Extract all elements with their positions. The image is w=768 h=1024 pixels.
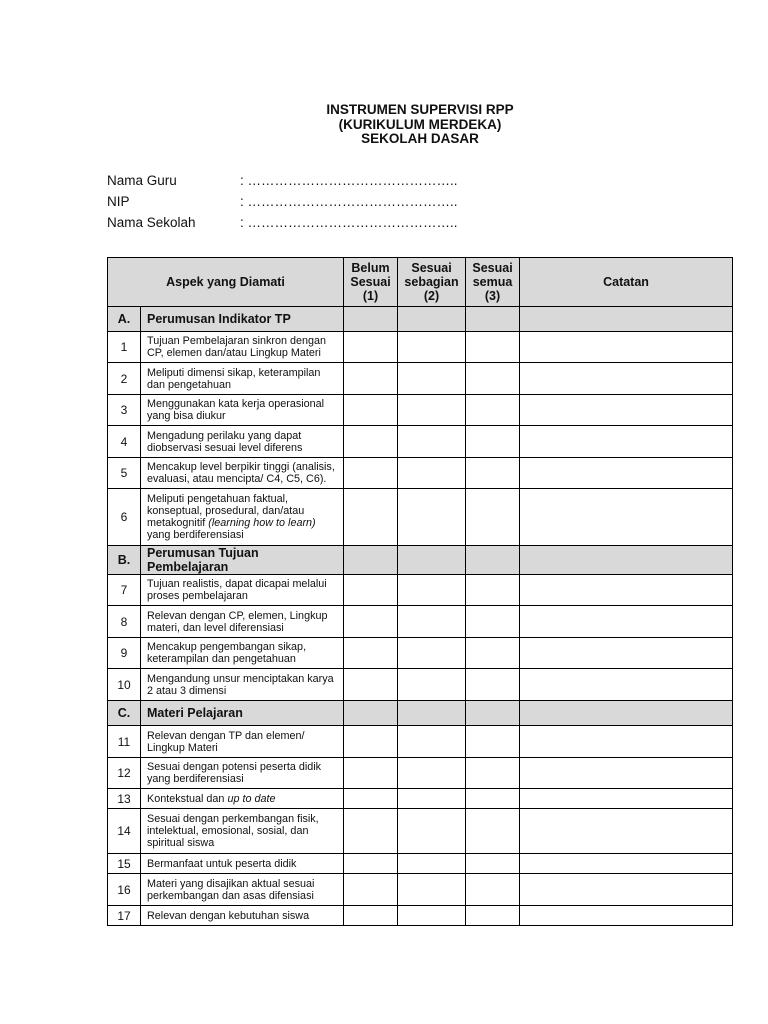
sesuai-sebagian-cell[interactable] [398, 489, 466, 546]
row-text: Sesuai dengan perkembangan fisik, intelektual, emosional, sosial, dan spiritual siswa [147, 813, 319, 849]
catatan-cell[interactable] [520, 669, 733, 701]
sesuai-semua-cell[interactable] [466, 426, 520, 458]
sesuai-semua-cell[interactable] [466, 669, 520, 701]
catatan-cell[interactable] [520, 458, 733, 489]
belum-sesuai-cell[interactable] [344, 906, 398, 926]
row-number: 15 [108, 854, 141, 874]
table-row [108, 906, 733, 926]
row-text: Mencakup level berpikir tinggi (analisis, evaluasi, atau mencipta/ C4, C5, C6). [147, 461, 335, 485]
belum-sesuai-cell[interactable] [344, 638, 398, 669]
catatan-cell[interactable] [520, 575, 733, 606]
sesuai-semua-cell[interactable] [466, 606, 520, 638]
section-row [108, 307, 733, 332]
section-blank-cell [466, 307, 520, 332]
section-code: B. [108, 546, 141, 575]
identity-value: : ……………………………………….. [240, 215, 458, 230]
header-belum-sesuai: Belum Sesuai (1) [344, 258, 398, 307]
belum-sesuai-cell[interactable] [344, 363, 398, 395]
row-description [141, 906, 344, 926]
catatan-cell[interactable] [520, 363, 733, 395]
catatan-cell[interactable] [520, 874, 733, 906]
row-description [141, 669, 344, 701]
row-description [141, 809, 344, 854]
header-catatan: Catatan [520, 258, 733, 307]
row-number: 3 [108, 395, 141, 426]
row-description [141, 575, 344, 606]
sesuai-sebagian-cell[interactable] [398, 395, 466, 426]
belum-sesuai-cell[interactable] [344, 606, 398, 638]
identity-value: : ……………………………………….. [240, 173, 458, 188]
catatan-cell[interactable] [520, 726, 733, 758]
sesuai-semua-cell[interactable] [466, 395, 520, 426]
row-text: Tujuan realistis, dapat dicapai melalui proses pembelajaran [147, 578, 327, 602]
table-row [108, 638, 733, 669]
row-number: 2 [108, 363, 141, 395]
catatan-cell[interactable] [520, 638, 733, 669]
section-blank-cell [466, 546, 520, 575]
sesuai-sebagian-cell[interactable] [398, 669, 466, 701]
belum-sesuai-cell[interactable] [344, 726, 398, 758]
catatan-cell[interactable] [520, 489, 733, 546]
catatan-cell[interactable] [520, 606, 733, 638]
row-text: Meliputi pengetahuan faktual, konseptual, prosedural, dan/atau metakognitif [147, 493, 305, 529]
sesuai-semua-cell[interactable] [466, 809, 520, 854]
section-blank-cell [398, 307, 466, 332]
section-code: C. [108, 701, 141, 726]
sesuai-semua-cell[interactable] [466, 489, 520, 546]
row-number: 7 [108, 575, 141, 606]
row-text-after: yang berdiferensiasi [147, 529, 244, 541]
title-line-2: (KURIKULUM MERDEKA) [338, 116, 502, 132]
identity-row-nama-guru [107, 173, 458, 188]
section-title: Perumusan Indikator TP [141, 307, 344, 332]
section-blank-cell [398, 701, 466, 726]
row-description [141, 489, 344, 546]
header-sesuai-sebagian: Sesuai sebagian (2) [398, 258, 466, 307]
section-blank-cell [520, 307, 733, 332]
section-blank-cell [344, 701, 398, 726]
sesuai-sebagian-cell[interactable] [398, 575, 466, 606]
row-description [141, 363, 344, 395]
table-row [108, 332, 733, 363]
row-number: 17 [108, 906, 141, 926]
section-blank-cell [520, 701, 733, 726]
sesuai-sebagian-cell[interactable] [398, 874, 466, 906]
sesuai-semua-cell[interactable] [466, 906, 520, 926]
catatan-cell[interactable] [520, 395, 733, 426]
sesuai-semua-cell[interactable] [466, 854, 520, 874]
table-row [108, 426, 733, 458]
row-text: Kontekstual dan [147, 792, 225, 805]
row-description [141, 606, 344, 638]
sesuai-sebagian-cell[interactable] [398, 332, 466, 363]
row-number: 13 [108, 789, 141, 809]
belum-sesuai-cell[interactable] [344, 458, 398, 489]
row-number: 1 [108, 332, 141, 363]
table-row [108, 854, 733, 874]
table-row [108, 575, 733, 606]
sesuai-sebagian-cell[interactable] [398, 906, 466, 926]
belum-sesuai-cell[interactable] [344, 332, 398, 363]
belum-sesuai-cell[interactable] [344, 426, 398, 458]
row-description [141, 854, 344, 874]
belum-sesuai-cell[interactable] [344, 874, 398, 906]
catatan-cell[interactable] [520, 809, 733, 854]
row-number: 9 [108, 638, 141, 669]
row-number: 8 [108, 606, 141, 638]
row-text: Materi yang disajikan aktual sesuai perkembangan dan asas difensiasi [147, 877, 315, 902]
section-title: Perumusan Tujuan Pembelajaran [141, 546, 344, 575]
row-text: Tujuan Pembelajaran sinkron dengan CP, elemen dan/atau Lingkup Materi [147, 335, 327, 359]
belum-sesuai-cell[interactable] [344, 575, 398, 606]
table-row [108, 669, 733, 701]
table-row [108, 758, 733, 789]
sesuai-sebagian-cell[interactable] [398, 606, 466, 638]
row-number: 6 [108, 489, 141, 546]
belum-sesuai-cell[interactable] [344, 758, 398, 789]
table-row [108, 363, 733, 395]
table-row [108, 606, 733, 638]
row-number: 4 [108, 426, 141, 458]
table-row [108, 809, 733, 854]
title-line-1: INSTRUMEN SUPERVISI RPP [326, 102, 514, 117]
sesuai-semua-cell[interactable] [466, 638, 520, 669]
sesuai-semua-cell[interactable] [466, 874, 520, 906]
row-number: 16 [108, 874, 141, 906]
sesuai-sebagian-cell[interactable] [398, 363, 466, 395]
row-description [141, 332, 344, 363]
belum-sesuai-cell[interactable] [344, 789, 398, 809]
row-text: Relevan dengan CP, elemen, Lingkup materi, dan level diferensiasi [147, 609, 328, 634]
row-text: Sesuai dengan potensi peserta didik yang berdiferensiasi [147, 761, 322, 785]
sesuai-semua-cell[interactable] [466, 789, 520, 809]
section-blank-cell [466, 701, 520, 726]
row-text-italic: (learning how to learn) [208, 517, 316, 529]
table-row [108, 789, 733, 809]
row-text: Mengadung perilaku yang dapat diobservasi sesuai level diferens [147, 429, 303, 454]
header-sesuai-semua: Sesuai semua (3) [466, 258, 520, 307]
catatan-cell[interactable] [520, 854, 733, 874]
table-header-row [108, 258, 733, 307]
row-number: 12 [108, 758, 141, 789]
catatan-cell[interactable] [520, 758, 733, 789]
belum-sesuai-cell[interactable] [344, 854, 398, 874]
row-description [141, 789, 344, 809]
identity-label: Nama Guru [107, 173, 177, 188]
section-code: A. [108, 307, 141, 332]
row-description [141, 638, 344, 669]
sesuai-sebagian-cell[interactable] [398, 789, 466, 809]
sesuai-sebagian-cell[interactable] [398, 854, 466, 874]
sesuai-sebagian-cell[interactable] [398, 726, 466, 758]
title-line-3: SEKOLAH DASAR [361, 131, 479, 146]
supervision-table [107, 257, 733, 926]
belum-sesuai-cell[interactable] [344, 809, 398, 854]
catatan-cell[interactable] [520, 332, 733, 363]
row-text: Mengandung unsur menciptakan karya 2 atau 3 dimensi [147, 672, 334, 697]
row-number: 14 [108, 809, 141, 854]
table-row [108, 874, 733, 906]
belum-sesuai-cell[interactable] [344, 395, 398, 426]
identity-row-nama-sekolah [107, 215, 458, 230]
table-row [108, 458, 733, 489]
sesuai-sebagian-cell[interactable] [398, 758, 466, 789]
row-number: 11 [108, 726, 141, 758]
row-text: Menggunakan kata kerja operasional yang bisa diukur [147, 398, 325, 422]
row-text: Relevan dengan TP dan elemen/ Lingkup Materi [147, 729, 305, 754]
row-text: Bermanfaat untuk peserta didik [147, 857, 297, 870]
row-description [141, 426, 344, 458]
row-number: 10 [108, 669, 141, 701]
row-text: Relevan dengan kebutuhan siswa [147, 909, 310, 922]
belum-sesuai-cell[interactable] [344, 669, 398, 701]
row-text-italic: up to date [227, 792, 276, 805]
section-title: Materi Pelajaran [141, 701, 344, 726]
section-blank-cell [398, 546, 466, 575]
sesuai-semua-cell[interactable] [466, 363, 520, 395]
document-title [0, 103, 768, 147]
catatan-cell[interactable] [520, 426, 733, 458]
table-row [108, 489, 733, 546]
sesuai-sebagian-cell[interactable] [398, 809, 466, 854]
row-description [141, 458, 344, 489]
header-aspek: Aspek yang Diamati [108, 258, 344, 307]
sesuai-semua-cell[interactable] [466, 758, 520, 789]
row-description [141, 758, 344, 789]
sesuai-sebagian-cell[interactable] [398, 638, 466, 669]
identity-value: : ……………………………………….. [240, 194, 458, 209]
sesuai-semua-cell[interactable] [466, 575, 520, 606]
sesuai-semua-cell[interactable] [466, 458, 520, 489]
catatan-cell[interactable] [520, 789, 733, 809]
row-description [141, 874, 344, 906]
table-row [108, 395, 733, 426]
sesuai-semua-cell[interactable] [466, 726, 520, 758]
row-text: Meliputi dimensi sikap, keterampilan dan pengetahuan [147, 366, 321, 391]
section-blank-cell [344, 546, 398, 575]
row-text: Mencakup pengembangan sikap, keterampilan dan pengetahuan [147, 641, 307, 665]
table-body [108, 307, 733, 926]
section-row [108, 546, 733, 575]
row-description [141, 395, 344, 426]
sesuai-sebagian-cell[interactable] [398, 458, 466, 489]
catatan-cell[interactable] [520, 906, 733, 926]
section-row [108, 701, 733, 726]
section-blank-cell [520, 546, 733, 575]
identity-label: NIP [107, 194, 130, 209]
identity-row-nip [107, 194, 458, 209]
section-blank-cell [344, 307, 398, 332]
sesuai-semua-cell[interactable] [466, 332, 520, 363]
row-description [141, 726, 344, 758]
row-number: 5 [108, 458, 141, 489]
identity-label: Nama Sekolah [107, 215, 196, 230]
belum-sesuai-cell[interactable] [344, 489, 398, 546]
table-row [108, 726, 733, 758]
sesuai-sebagian-cell[interactable] [398, 426, 466, 458]
